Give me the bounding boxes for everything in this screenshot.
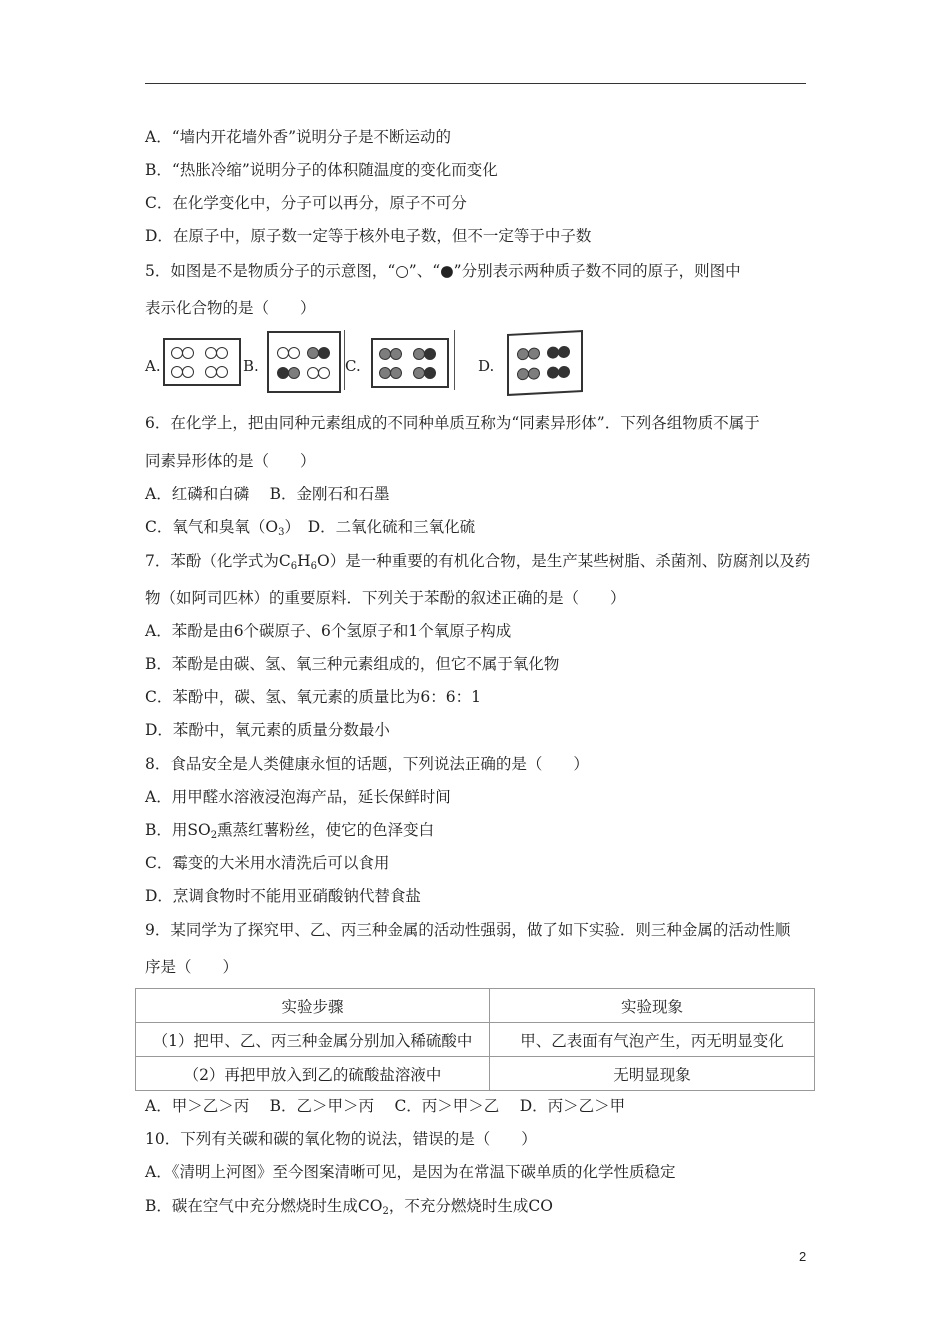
- q8-option-d: D．烹调食物时不能用亚硝酸钠代替食盐: [145, 887, 421, 905]
- q5-stem-line2: 表示化合物的是（ ）: [145, 299, 316, 317]
- table-row: [136, 1057, 815, 1091]
- figure-c: [371, 338, 449, 388]
- q5-molecule-figures: [145, 328, 605, 398]
- q6-stem-line1: 6．在化学上，把由同种元素组成的不同种单质互称为“同素异形体”．下列各组物质不属于: [145, 414, 760, 432]
- q7-option-b: B．苯酚是由碳、氢、氧三种元素组成的，但它不属于氧化物: [145, 655, 560, 673]
- q4-option-c: C．在化学变化中，分子可以再分，原子不可分: [145, 194, 467, 212]
- q7-option-c: C．苯酚中，碳、氢、氧元素的质量比为6：6：1: [145, 688, 481, 706]
- table-header-row: [136, 989, 815, 1023]
- table-header-phenomena: 实验现象: [490, 989, 815, 1023]
- table-cell: 甲、乙表面有气泡产生，丙无明显变化: [490, 1023, 815, 1057]
- q7-stem-line2: 物（如阿司匹林）的重要原料．下列关于苯酚的叙述正确的是（ ）: [145, 589, 626, 607]
- q6-stem-line2: 同素异形体的是（ ）: [145, 452, 316, 470]
- q8-option-c: C．霉变的大米用水清洗后可以食用: [145, 854, 390, 872]
- figure-label-a: A.: [145, 357, 161, 375]
- q8-option-a: A．用甲醛水溶液浸泡海产品，延长保鲜时间: [145, 788, 451, 806]
- q6-options-cd: C．氧气和臭氧$(O_3)$ D．二氧化硫和三氧化硫: [145, 518, 476, 538]
- q10-stem: 10．下列有关碳和碳的氧化物的说法，错误的是（ ）: [145, 1130, 537, 1148]
- q6-options-ab: A．红磷和白磷 B．金刚石和石墨: [145, 485, 390, 503]
- q4-option-a: A．“墙内开花墙外香”说明分子是不断运动的: [145, 128, 452, 146]
- experiment-table: [135, 988, 815, 1091]
- header-rule: [145, 83, 806, 84]
- figure-d: [507, 330, 583, 396]
- table-header-steps: 实验步骤: [136, 989, 490, 1023]
- figure-label-c: C.: [345, 357, 361, 375]
- q9-stem-line2: 序是（ ）: [145, 958, 239, 976]
- table-cell: （1）把甲、乙、丙三种金属分别加入稀硫酸中: [136, 1023, 490, 1057]
- figure-b: [267, 331, 341, 393]
- q4-option-d: D．在原子中，原子数一定等于核外电子数，但不一定等于中子数: [145, 227, 592, 245]
- table-cell: 无明显现象: [490, 1057, 815, 1091]
- q9-options: A．甲＞乙＞丙 B．乙＞甲＞丙 C．丙＞甲＞乙 D．丙＞乙＞甲: [145, 1097, 626, 1115]
- q10-option-a: A．《清明上河图》至今图案清晰可见，是因为在常温下碳单质的化学性质稳定: [145, 1163, 676, 1181]
- table-cell: （2）再把甲放入到乙的硫酸盐溶液中: [136, 1057, 490, 1091]
- q7-option-d: D．苯酚中，氧元素的质量分数最小: [145, 721, 390, 739]
- table-row: [136, 1023, 815, 1057]
- q7-option-a: A．苯酚是由6个碳原子、6个氢原子和1个氧原子构成: [145, 622, 512, 640]
- figure-label-b: B.: [243, 357, 259, 375]
- page-number: 2: [799, 1249, 807, 1264]
- figure-a: [163, 338, 241, 386]
- q10-option-b: B．碳在空气中充分燃烧时生成$CO_2$，不充分燃烧时生成CO: [145, 1197, 553, 1217]
- figure-label-d: D.: [478, 357, 495, 375]
- figure-divider: [454, 330, 455, 390]
- q8-stem: 8．食品安全是人类健康永恒的话题，下列说法正确的是（ ）: [145, 755, 589, 773]
- q8-option-b: B．用$SO_2$熏蒸红薯粉丝，使它的色泽变白: [145, 821, 435, 841]
- q4-option-b: B．“热胀冷缩”说明分子的体积随温度的变化而变化: [145, 161, 498, 179]
- q7-stem-line1: 7．苯酚（化学式为$C_6H_6O$）是一种重要的有机化合物，是生产某些树脂、杀菌剂、防腐剂以及药: [145, 552, 811, 572]
- q9-stem-line1: 9．某同学为了探究甲、乙、丙三种金属的活动性强弱，做了如下实验．则三种金属的活动性顺: [145, 921, 791, 939]
- q5-stem-line1: 5．如图是不是物质分子的示意图，“○”、“●”分别表示两种质子数不同的原子，则图中: [145, 262, 741, 280]
